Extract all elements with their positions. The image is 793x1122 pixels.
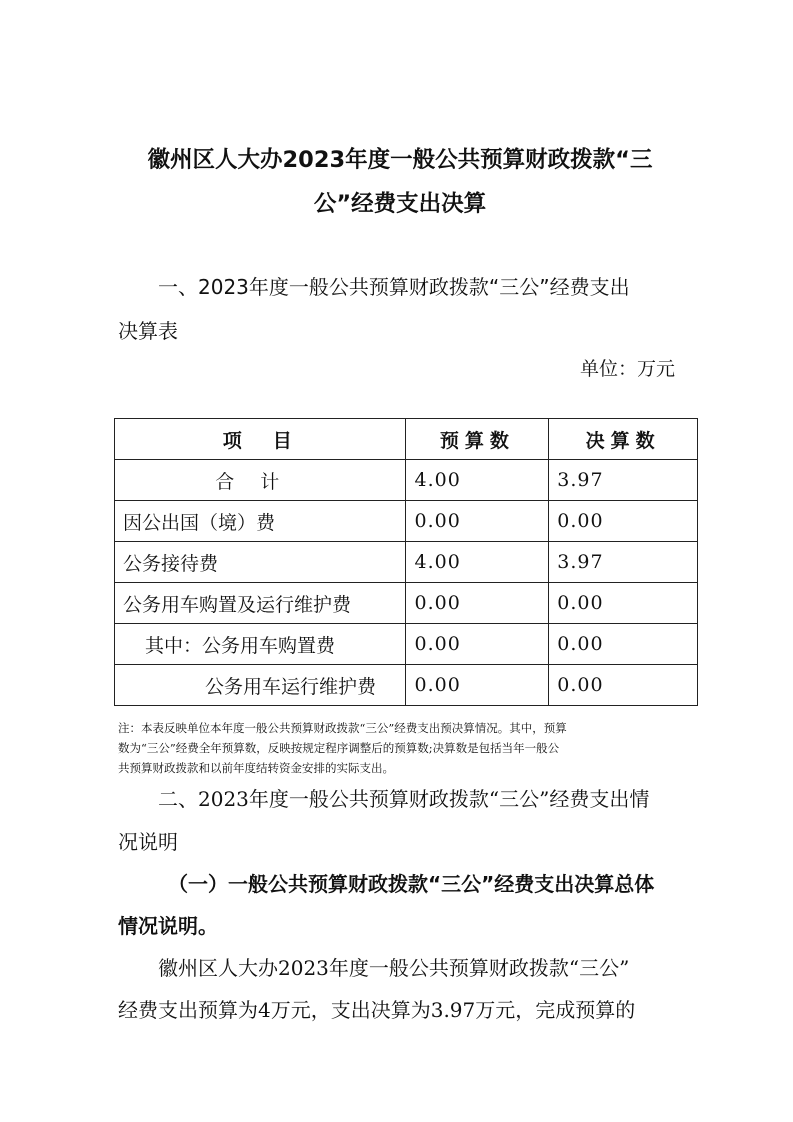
body-paragraph-line2: 经费支出预算为4万元，支出决算为3.97万元，完成预算的 <box>118 998 636 1022</box>
section1-heading-line1: 一、2023年度一般公共预算财政拨款“三公”经费支出 <box>158 275 630 299</box>
table-footnote <box>118 718 678 778</box>
row-final: 0.00 <box>549 665 698 706</box>
header-final: 决算数 <box>549 419 698 460</box>
row-final: 0.00 <box>549 583 698 624</box>
row-budget: 0.00 <box>406 665 549 706</box>
body-paragraph-line1: 徽州区人大办2023年度一般公共预算财政拨款“三公” <box>158 956 630 980</box>
subsection1-heading-line1: （一）一般公共预算财政拨款“三公”经费支出决算总体 <box>168 872 655 896</box>
row-label: 公务用车购置及运行维护费 <box>115 583 406 624</box>
table-row <box>115 665 698 706</box>
header-budget: 预算数 <box>406 419 549 460</box>
table-header-row <box>115 419 698 460</box>
document-title-line2: 公”经费支出决算 <box>313 191 487 217</box>
unit-label: 单位：万元 <box>579 358 675 380</box>
row-label: 合计 <box>115 460 406 501</box>
row-budget: 0.00 <box>406 624 549 665</box>
row-budget: 4.00 <box>406 460 549 501</box>
row-final: 0.00 <box>549 624 698 665</box>
footnote-line2: 数为“三公”经费全年预算数，反映按规定程序调整后的预算数;决算数是包括当年一般公 <box>118 741 560 755</box>
row-budget: 0.00 <box>406 583 549 624</box>
footnote-line1: 注：本表反映单位本年度一般公共预算财政拨款“三公”经费支出预决算情况。其中，预算 <box>118 721 567 735</box>
row-final: 3.97 <box>549 542 698 583</box>
row-budget: 4.00 <box>406 542 549 583</box>
row-final: 3.97 <box>549 460 698 501</box>
header-item: 项 目 <box>115 419 406 460</box>
table-row <box>115 542 698 583</box>
table-row <box>115 583 698 624</box>
table-row <box>115 460 698 501</box>
subsection1-heading-line2: 情况说明。 <box>118 914 218 938</box>
section1-heading-line2: 决算表 <box>118 319 178 343</box>
table-row <box>115 501 698 542</box>
row-label: 公务接待费 <box>115 542 406 583</box>
section2-heading-line1: 二、2023年度一般公共预算财政拨款“三公”经费支出情 <box>158 787 650 811</box>
footnote-line3: 共预算财政拨款和以前年度结转资金安排的实际支出。 <box>118 761 394 775</box>
row-label: 公务用车运行维护费 <box>115 665 406 706</box>
section2-heading-line2: 况说明 <box>118 830 178 854</box>
table-row <box>115 624 698 665</box>
row-final: 0.00 <box>549 501 698 542</box>
row-label: 其中：公务用车购置费 <box>115 624 406 665</box>
three-public-expense-table <box>114 418 698 706</box>
document-title-line1: 徽州区人大办2023年度一般公共预算财政拨款“三 <box>147 147 653 173</box>
row-label: 因公出国（境）费 <box>115 501 406 542</box>
row-budget: 0.00 <box>406 501 549 542</box>
